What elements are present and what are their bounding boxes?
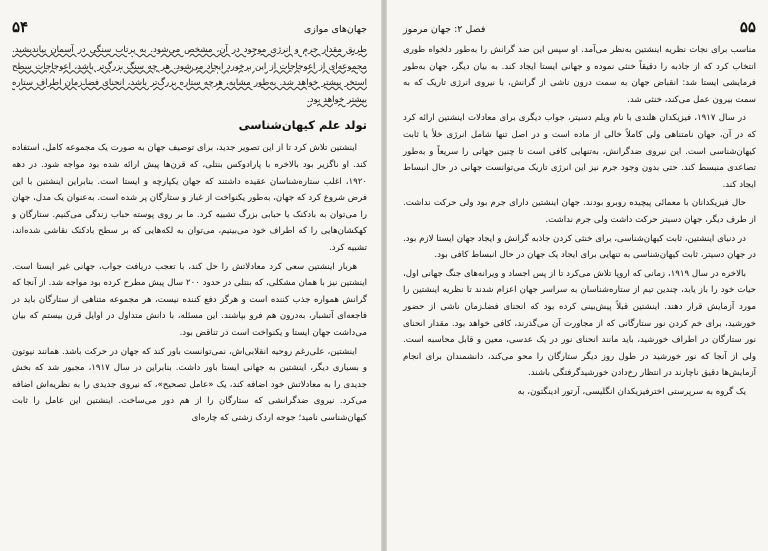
paragraph: بالاخره در سال ۱۹۱۹، زمانی که اروپا تلاش می‌کرد تا از پس اجساد و ویرانه‌های جنگ جهانی اول، حیات خود را باز یابد، چندین تیم از ستاره‌شناسان به سراسر جهان اعزام شدند تا نظریه اینشتین را مورد آزمایش قرار دهند. اینشتین قبلاً پیش‌بینی کرده بود که انحنای فضا‌ـ‌زمان ناشی از حضور خورشید، برای خم کردن نور ستارگانی که از مجاورت آن می‌گذرند، کافی خواهد بود. مقدار انحنای نور ستارگان در اطراف خورشید، باید مانند انحنای نور در یک عدسی، معین و قابل محاسبه است. ولی از آنجا که نور خورشید در طول روز دیگر ستارگان را محو می‌کند، دانشمندان برای انجام آزمایش‌ها دقیق ناچارند در انتظار رخ‌دادن خورشیدگرفتگی باشند. [403,268,756,379]
left-page-header [12,18,367,36]
paragraph: هربار اینشتین سعی کرد معادلاتش را حل کند، با تعجب دریافت جواب، جهانی غیر ایستا است. اینشتین نیز با همان مشکلی، که بنتلی در حدود ۲۰۰ سال پیش مطرح کرده بود مواجه شد. از آنجا که گرانش همواره جذب کننده است و هرگز دفع کننده نیست، هر مجموعه متناهی از ستارگان باید در فاجعه‌ای آتشبار، به‌درون هم فرو بپاشند. این مسئله، با دانش متداول در اوایل قرن بیستم که بیان می‌داشت جهان ایستا و یکنواخت است در تناقض بود. [12,261,367,338]
paragraph: حال فیزیکدانان با معمائی پیچیده روبرو بودند. جهان اینشتین دارای جرم بود ولی حرکت نداشت. از طرف دیگر، جهان دسیتر حرکت داشت ولی جرم نداشت. [403,198,756,225]
running-title: فصل ۲: جهان مرموز [403,24,486,35]
paragraph: اینشتین، علی‌رغم روحیه انقلابی‌اش، نمی‌توانست باور کند که جهان در حرکت باشد. همانند نیوتون و بسیاری دیگر، اینشتین به جهانی ایستا باور داشت. بنابراین در سال ۱۹۱۷، مجبور شد که بخش جدیدی را به معادلاتش خود اضافه کند، یک «عامل تصحیح»، که نیروی جدیدی را به نظریه‌اش اضافه می‌کرد. نیروی ضدگرانشی که ستارگان را از هم دور می‌ساخت. اینشتین این عامل را ثابت کیهان‌شناسی نامید؛ جوجه اردک زشتی که چاره‌ای [12,346,367,423]
paragraph: یک گروه به سرپرستی اخترفیزیکدان انگلیسی، آرتور ادینگتون، به [517,386,746,397]
paragraph: طریق مقدار جرم و انرژی موجود در آن، مشخص می‌شود. به پرتاب سنگی در آسمان بیاندیشید. مجموعه‌ای از اعوجاجات از این برخورد ایجاد می‌شود. هر چه سنگ بزرگ‌تر باشد، اعوجاجات سطح استخر بیشتر خواهد شد. به‌طور مشابه، هرچه ستاره بزرگ‌تر باشد، انحنای فضا‌ـ‌زمان اطراف ستاره بیشتر خواهد بود. [12,45,367,105]
left-page [0,0,381,551]
right-page [387,0,768,551]
section-title: تولد علم کیهان‌شناسی [238,118,367,133]
page-number: ۵۴ [12,18,29,36]
paragraph: اینشتین تلاش کرد تا از این تصویر جدید، برای توصیف جهان به صورت یک مجموعه کامل، استفاده کند. او ناگزیر بود بالاخره با پارادوکس بنتلی، که قرن‌ها پیش ارائه شده بود مواجه شود. در دهه ۱۹۲۰، اغلب ستاره‌شناسان عقیده داشتند که جهان یکپارچه و ایستا است. بنابراین اینشتین با این فرض شروع کرد که جهان، به‌طور یکنواخت از غبار و ستارگان پر شده است. به‌عنوان یک مدل، جهان را می‌توان به بادکنک یا حبابی بزرگ تشبیه کرد. ما بر روی پوسته حباب زندگی می‌کنیم. ستارگان و کهکشان‌هایی را که اطراف خود می‌بینیم، می‌توان به لکه‌هایی که بر سطح بادکنک نقاشی شده‌اند، تشبیه کرد. [12,143,367,253]
paragraph: در دنیای اینشتین، ثابت کیهان‌شناسی، برای خنثی کردن جاذبه گرانش و ایجاد جهان ایستا لازم بود. در جهان دسیتر، ثابت کیهان‌شناسی به تنهایی برای ایجاد یک جهان در حال انبساط کافی بود. [403,233,756,261]
paragraph: در سال ۱۹۱۷، فیزیکدان هلندی با نام ویلم دسیتر، جواب دیگری برای معادلات اینشتین ارائه کرد که در آن، جهان نامتناهی ولی کاملاً خالی از ماده است و در اصل تنها شامل انرژی خلأ یا ثابت کیهان‌شناسی است. این نیروی ضدگرانش، به‌تنهایی کافی است تا چنین جهانی را سریعاً و به‌طور تصاعدی منبسط کند. حتی بدون وجود جرم نیز این انرژی تاریک می‌توانست جهانی در حال انبساط ایجاد کند. [403,113,756,190]
right-page-header [403,18,756,36]
paragraph: مناسب برای نجات نظریه اینشتین به‌نظر می‌آمد. او سپس این ضد گرانش را به‌طور دلخواه طوری انتخاب کرد که از جاذبه را دقیقاً خنثی نموده و جهانی ایستا ایجاد کند. به بیان دیگر، جهان به‌طور فرمایشی ایستا شد: انقباض جهان به سمت درون ناشی از گرانش، با نیروی انرژی تاریک که به سمت بیرون عمل می‌کند، خنثی شد. [403,45,756,105]
running-title: جهان‌های موازی [303,24,367,35]
page-number: ۵۵ [739,18,756,36]
